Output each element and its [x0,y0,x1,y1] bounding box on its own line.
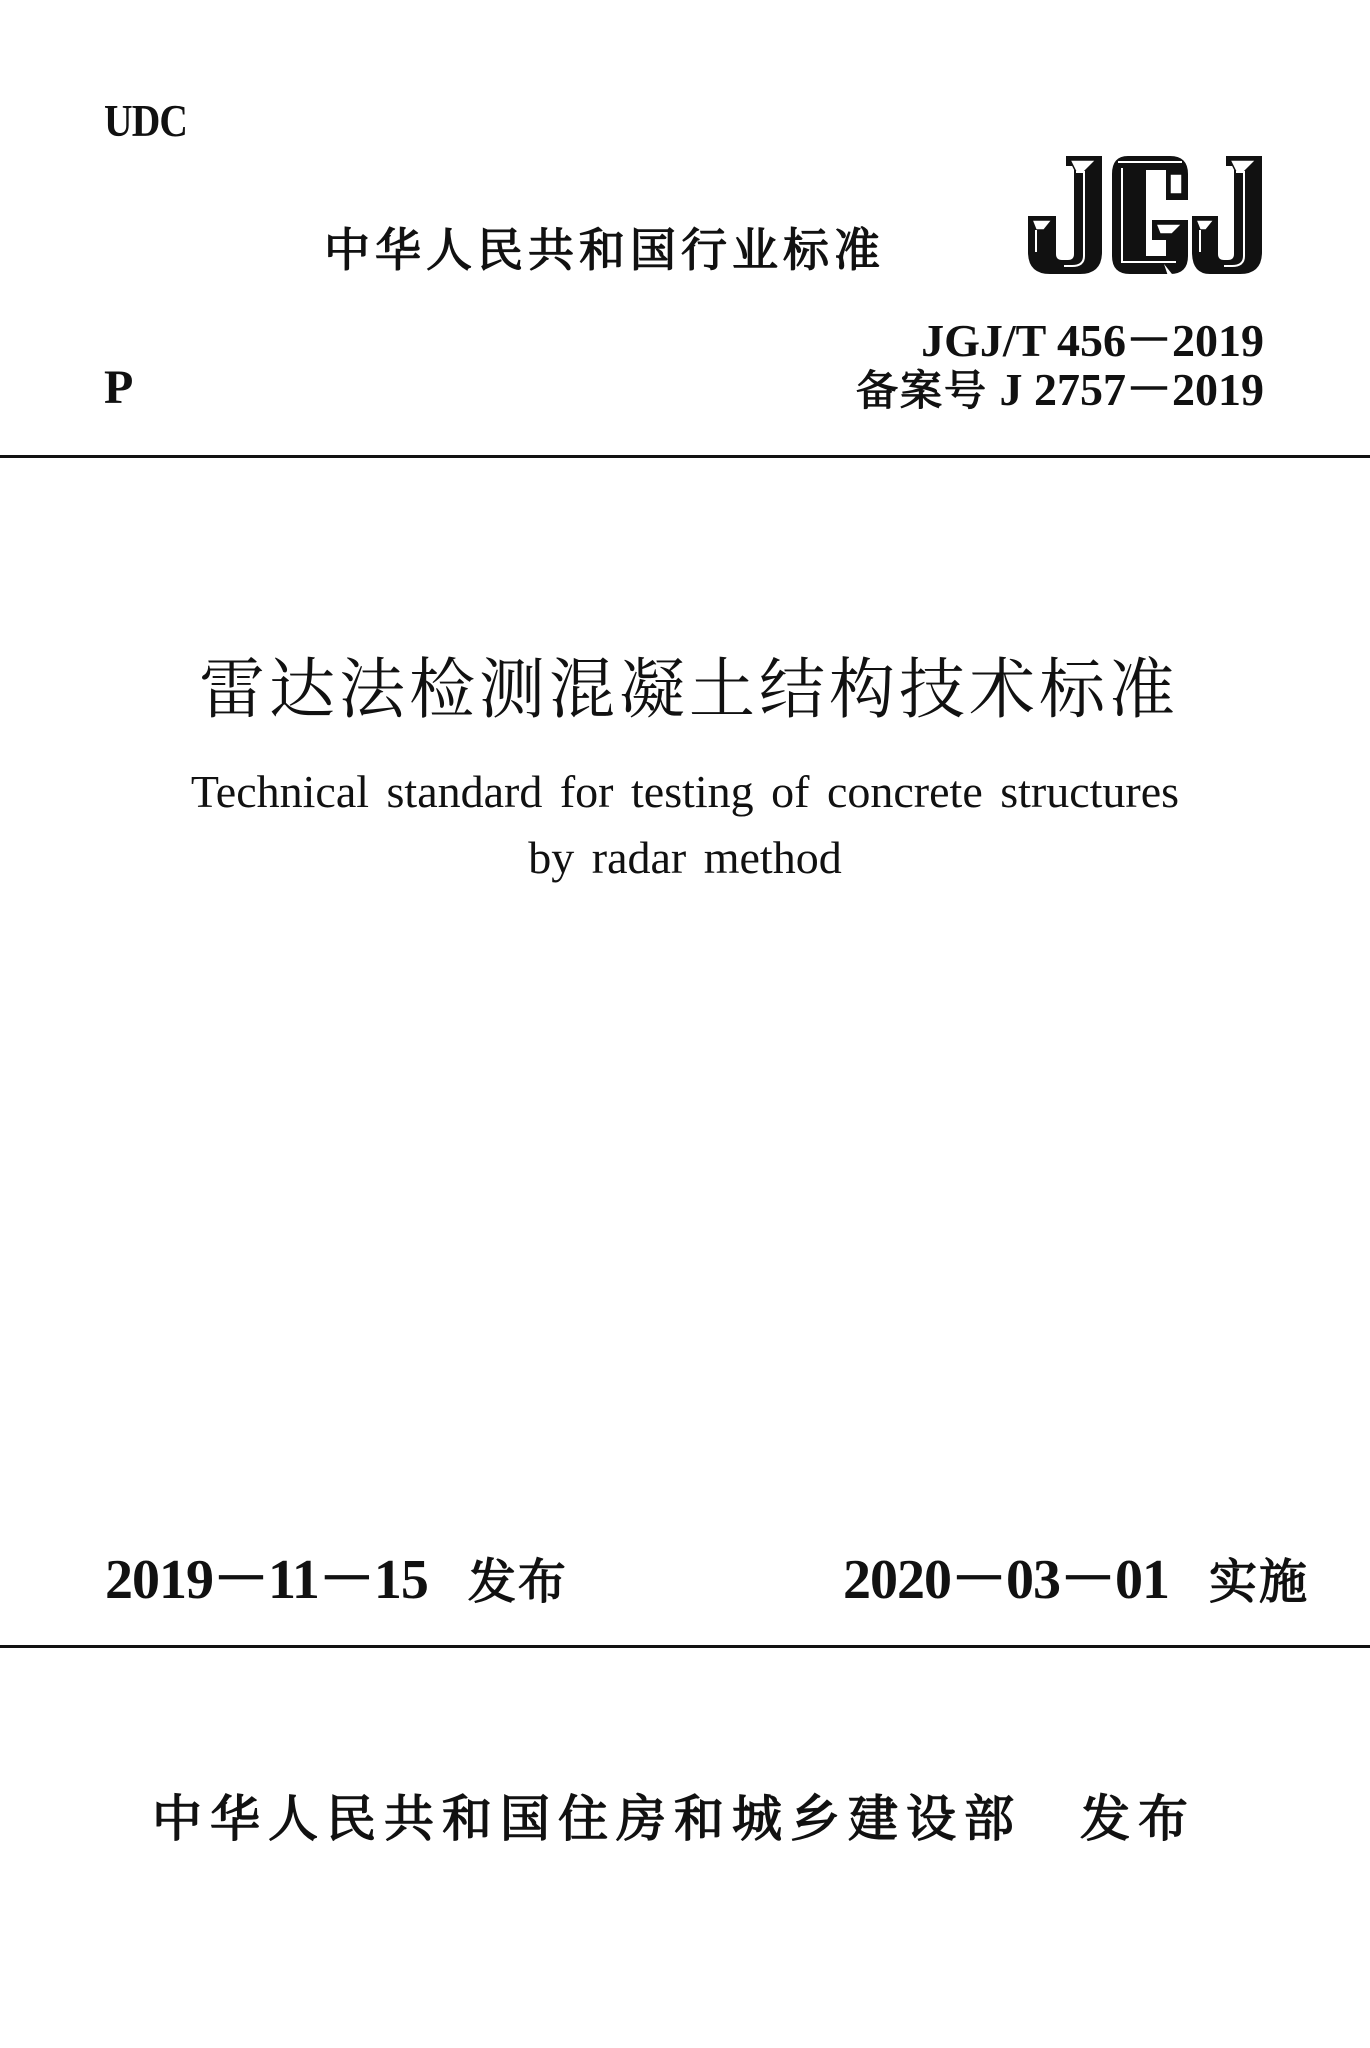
issue-date: 2019－11－15 [105,1549,428,1611]
header-divider [0,455,1370,458]
publisher-action: 发布 [1080,1790,1196,1848]
issue-date-block [105,1548,568,1614]
publisher-line [152,1788,1196,1850]
publisher-name: 中华人民共和国住房和城乡建设部 [152,1790,1022,1848]
jgj-logo-icon [1026,152,1266,278]
category-label: P [104,361,134,414]
record-number-line [856,365,1264,416]
series-title: 中华人民共和国行业标准 [324,223,885,277]
logo-letter-j-left [1028,156,1102,274]
title-english-line-1: Technical standard for testing of concrete structures [190,766,1180,817]
title-english-line-2: by radar method [528,832,842,883]
implementation-label: 实施 [1209,1554,1310,1610]
standard-number: JGJ/T 456－2019 [921,315,1264,366]
title-chinese: 雷达法检测混凝土结构技术标准 [199,651,1179,728]
logo-letter-g [1112,156,1188,276]
record-number: J 2757－2019 [999,364,1264,415]
issue-label: 发布 [467,1554,568,1610]
implementation-date: 2020－03－01 [843,1549,1169,1611]
footer-divider [0,1645,1370,1648]
implementation-date-block [843,1548,1309,1614]
record-prefix: 备案号 [855,366,988,415]
udc-label: UDC [104,95,188,146]
logo-letter-j-right [1192,156,1262,274]
